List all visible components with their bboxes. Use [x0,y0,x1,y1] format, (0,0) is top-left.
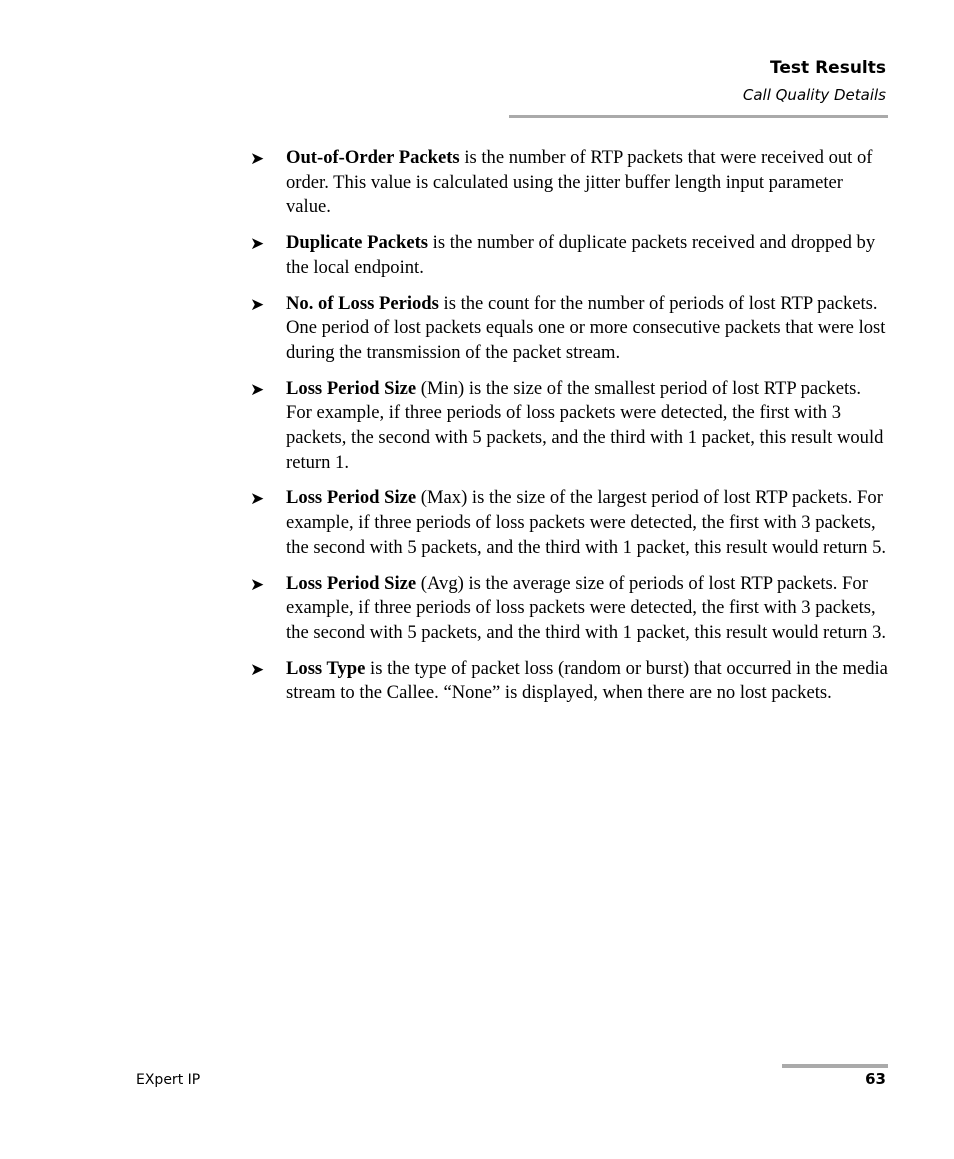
header-divider [509,115,888,118]
item-term: Loss Period Size [286,377,417,399]
definition-list [250,146,890,717]
list-item [250,572,890,646]
product-name: EXpert IP [136,1072,201,1088]
item-description: (Min) is the size of the smallest period of lost RTP packets. For example, if three periods of loss packets were detected, the first with 3 packets, the second with 5 packets, and the third with 1 packet, this result would return 1. [286,377,884,473]
list-item [250,486,890,560]
item-term: Loss Type [286,657,366,679]
item-term: Duplicate Packets [286,232,429,254]
list-item [250,657,890,706]
item-term: No. of Loss Periods [286,292,439,314]
item-term: Out-of-Order Packets [286,147,460,168]
list-item [250,231,890,280]
list-item [250,146,890,220]
item-description: is the number of duplicate packets received and dropped by the local endpoint. [286,232,876,278]
item-description: is the count for the number of periods of lost RTP packets. One period of lost packets equals one or more consecutive packets that were lost during the transmission of the packet stream. [286,292,886,363]
list-item [250,377,890,476]
item-term: Loss Period Size [286,572,417,594]
arrow-bullet-icon: ➤ [250,379,265,400]
page-number: 63 [865,1070,886,1088]
arrow-bullet-icon: ➤ [250,149,265,169]
item-description: (Max) is the size of the largest period of lost RTP packets. For example, if three periods of loss packets were detected, the first with 3 packets, the second with 5 packets, and the third with 1 packet, this result would return 5. [286,487,887,558]
item-description: is the type of packet loss (random or burst) that occurred in the media stream to the Callee. “None” is displayed, when there are no lost packets. [286,657,888,704]
item-description: (Avg) is the average size of periods of lost RTP packets. For example, if three periods of loss packets were detected, the first with 3 packets, the second with 5 packets, and the third with 1 packet, this result would return 3. [286,572,887,643]
arrow-bullet-icon: ➤ [250,234,265,255]
page-header [743,56,886,106]
arrow-bullet-icon: ➤ [250,294,265,315]
list-item [250,292,890,366]
arrow-bullet-icon: ➤ [250,574,265,595]
item-term: Loss Period Size [286,487,417,509]
footer-divider [782,1064,888,1068]
arrow-bullet-icon: ➤ [250,659,265,680]
arrow-bullet-icon: ➤ [250,489,265,510]
section-subtitle: Call Quality Details [742,86,886,104]
section-title: Test Results [770,58,886,78]
item-description: is the number of RTP packets that were received out of order. This value is calculated using the jitter buffer length input parameter value. [286,147,873,218]
